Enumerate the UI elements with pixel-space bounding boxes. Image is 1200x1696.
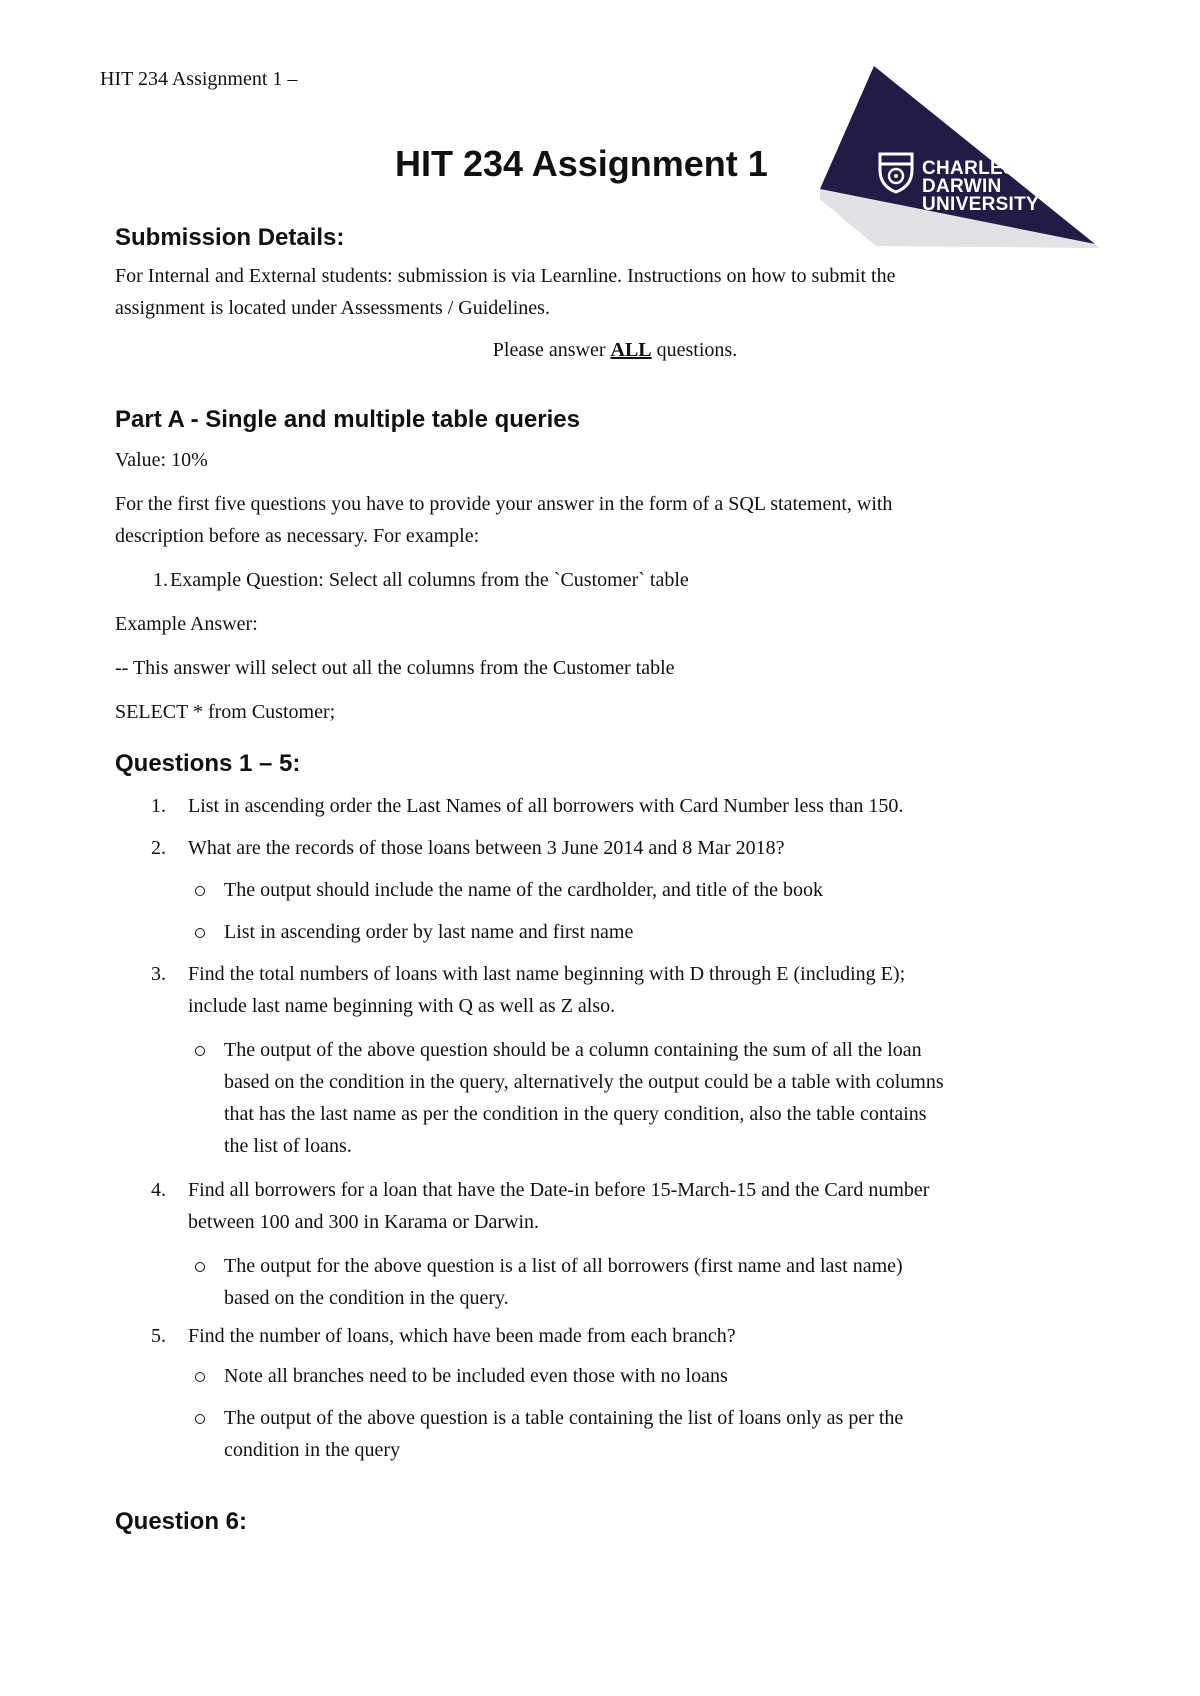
- example-number: 1.: [153, 569, 168, 591]
- logo-line-darwin: DARWIN: [922, 176, 1002, 197]
- questions-heading: Questions 1 – 5:: [115, 750, 301, 777]
- document-body: [115, 224, 1115, 1536]
- part-a-value: Value: 10%: [115, 449, 208, 471]
- question-number: 1.: [151, 795, 166, 817]
- question-text-line: Find all borrowers for a loan that have the Date-in before 15-March-15 and the Card number: [188, 1179, 930, 1201]
- example-answer-label: Example Answer:: [115, 613, 258, 635]
- sub-item-text: The output should include the name of the cardholder, and title of the book: [224, 879, 824, 901]
- question-1: [115, 790, 1115, 822]
- sub-item-line: based on the condition in the query, alternatively the output could be a table with columns: [224, 1071, 944, 1093]
- question-text: What are the records of those loans between 3 June 2014 and 8 Mar 2018?: [188, 837, 785, 859]
- sub-item-line: The output of the above question should be a column containing the sum of all the loan: [224, 1039, 922, 1061]
- sub-item-line: condition in the query: [224, 1439, 401, 1461]
- circle-bullet-icon: [195, 886, 205, 896]
- question-2-sub-1: [115, 874, 1115, 906]
- question-4-sub-1: [115, 1250, 1115, 1314]
- question-text: List in ascending order the Last Names of all borrowers with Card Number less than 150.: [188, 795, 904, 817]
- question-5-sub-1: [115, 1360, 1115, 1392]
- sub-item-line: that has the last name as per the condition in the query condition, also the table contains: [224, 1103, 927, 1125]
- sub-item-line: The output of the above question is a table containing the list of loans only as per the: [224, 1407, 904, 1429]
- logo-text: [922, 160, 1039, 214]
- submission-para-line1: For Internal and External students: submission is via Learnline. Instructions on how to submit the: [115, 265, 896, 287]
- circle-bullet-icon: [195, 928, 205, 938]
- questions-list: [115, 790, 1115, 1466]
- part-a-intro-line1: For the first five questions you have to provide your answer in the form of a SQL statement, with: [115, 493, 893, 515]
- please-answer-line: [115, 334, 1115, 366]
- circle-bullet-icon: [195, 1414, 205, 1424]
- question-number: 3.: [151, 963, 166, 985]
- submission-heading: Submission Details:: [115, 224, 345, 251]
- sub-item-text: Note all branches need to be included even those with no loans: [224, 1365, 728, 1387]
- part-a-intro-line2: description before as necessary. For example:: [115, 525, 480, 547]
- question-2-sub-2: [115, 916, 1115, 948]
- question-text: Find the number of loans, which have been made from each branch?: [188, 1325, 736, 1347]
- question-5-sub-2: [115, 1402, 1115, 1466]
- example-question: [115, 564, 1115, 596]
- part-a-heading: Part A - Single and multiple table queries: [115, 406, 580, 433]
- circle-bullet-icon: [195, 1046, 205, 1056]
- question-4: [115, 1174, 1115, 1238]
- submission-para-line2: assignment is located under Assessments / Guidelines.: [115, 297, 550, 319]
- question-3-sub-1: [115, 1034, 1115, 1162]
- running-header: HIT 234 Assignment 1 –: [100, 68, 298, 90]
- question-text-line: Find the total numbers of loans with last name beginning with D through E (including E);: [188, 963, 906, 985]
- sub-item-line: the list of loans.: [224, 1135, 352, 1157]
- circle-bullet-icon: [195, 1262, 205, 1272]
- question-6-heading: Question 6:: [115, 1508, 248, 1535]
- please-answer-post: questions.: [651, 339, 738, 361]
- question-3: [115, 958, 1115, 1022]
- question-number: 5.: [151, 1325, 166, 1347]
- example-answer-sql: SELECT * from Customer;: [115, 701, 336, 723]
- question-number: 2.: [151, 837, 166, 859]
- sub-item-line: The output for the above question is a list of all borrowers (first name and last name): [224, 1255, 903, 1277]
- question-number: 4.: [151, 1179, 166, 1201]
- sub-item-line: based on the condition in the query.: [224, 1287, 509, 1309]
- sub-item-text: List in ascending order by last name and first name: [224, 921, 634, 943]
- example-answer-comment: -- This answer will select out all the columns from the Customer table: [115, 657, 675, 679]
- question-2: [115, 832, 1115, 864]
- circle-bullet-icon: [195, 1372, 205, 1382]
- question-5: [115, 1320, 1115, 1352]
- example-question-text: Example Question: Select all columns from the `Customer` table: [170, 569, 689, 591]
- please-answer-pre: Please answer: [492, 339, 611, 361]
- question-text-line: between 100 and 300 in Karama or Darwin.: [188, 1211, 539, 1233]
- logo-line-charles: CHARLES: [922, 158, 1016, 179]
- please-answer-all: ALL: [610, 339, 652, 361]
- logo-line-university: UNIVERSITY: [922, 194, 1040, 215]
- document-title: HIT 234 Assignment 1: [395, 143, 768, 184]
- question-text-line: include last name beginning with Q as well as Z also.: [188, 995, 616, 1017]
